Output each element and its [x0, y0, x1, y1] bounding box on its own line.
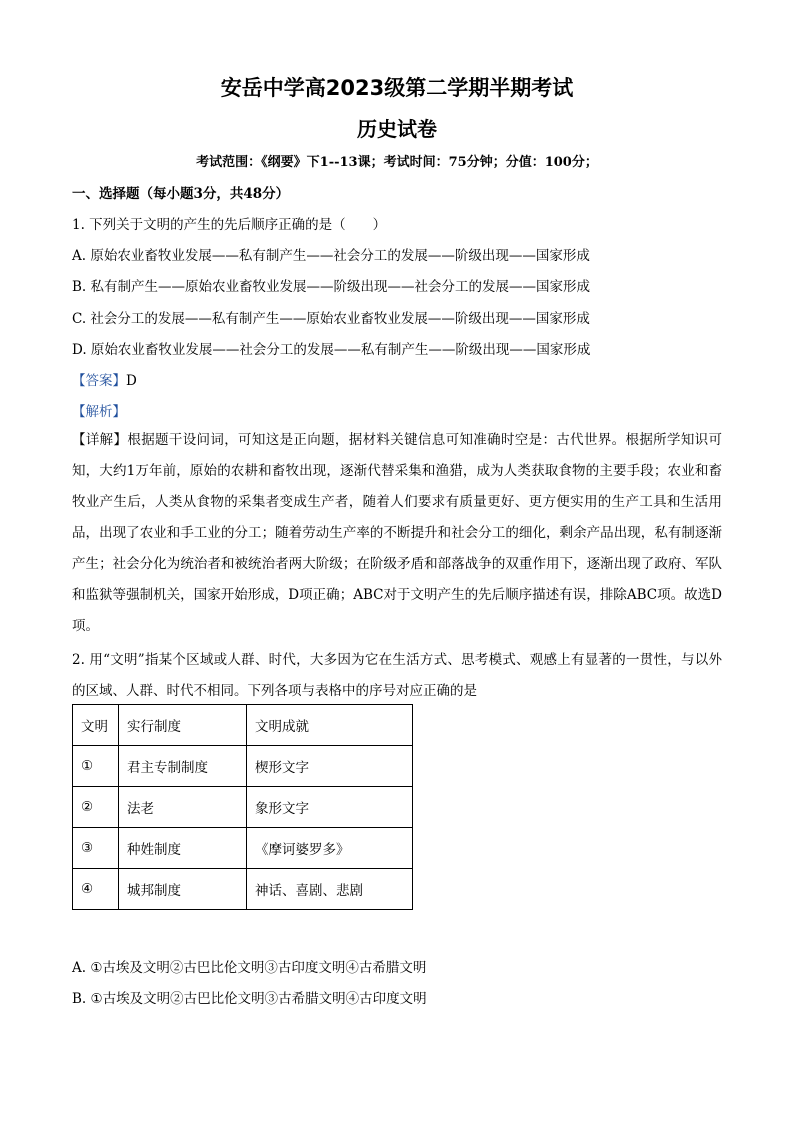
table-header-cell: 实行制度 — [119, 705, 247, 746]
q1-option-c: C. 社会分工的发展——私有制产生——原始农业畜牧业发展——阶级出现——国家形成 — [72, 311, 590, 327]
table-row — [73, 746, 413, 787]
table-header-row — [73, 705, 413, 746]
table-cell: 象形文字 — [247, 787, 413, 828]
table-cell: 城邦制度 — [119, 869, 247, 910]
q1-option-b: B. 私有制产生——原始农业畜牧业发展——阶级出现——社会分工的发展——国家形成 — [72, 279, 591, 295]
table-row — [73, 869, 413, 910]
answer-value: D — [126, 373, 137, 389]
table-cell: ④ — [73, 869, 119, 910]
q2-option-a: A. ①古埃及文明②古巴比伦文明③古印度文明④古希腊文明 — [72, 960, 427, 976]
q2-table — [72, 704, 413, 910]
exam-subtitle: 历史试卷 — [357, 117, 437, 141]
q1-option-a: A. 原始农业畜牧业发展——私有制产生——社会分工的发展——阶级出现——国家形成 — [72, 248, 590, 264]
q1-answer-line — [72, 369, 137, 389]
exam-title: 安岳中学高2023级第二学期半期考试 — [220, 76, 574, 100]
table-cell: 神话、喜剧、悲剧 — [247, 869, 413, 910]
q1-option-d: D. 原始农业畜牧业发展——社会分工的发展——私有制产生——阶级出现——国家形成 — [72, 342, 591, 358]
table-cell: 君主专制制度 — [119, 746, 247, 787]
table-cell: ① — [73, 746, 119, 787]
table-row — [73, 787, 413, 828]
table-header-cell: 文明成就 — [247, 705, 413, 746]
q2-stem: 2. 用“文明”指某个区域或人群、时代，大多因为它在生活方式、思考模式、观感上有显著的一贯性，与以外的区域、人群、时代不相同。下列各项与表格中的序号对应正确的是 — [72, 652, 722, 699]
answer-label: 【答案】 — [72, 373, 126, 389]
q2-option-b: B. ①古埃及文明②古巴比伦文明③古希腊文明④古印度文明 — [72, 991, 427, 1007]
exam-scope: 考试范围：《纲要》下1--13课；考试时间：75分钟；分值：100分； — [196, 155, 598, 170]
table-cell: 法老 — [119, 787, 247, 828]
table-cell: ② — [73, 787, 119, 828]
table-row — [73, 828, 413, 869]
q1-stem: 1. 下列关于文明的产生的先后顺序正确的是（ ） — [72, 217, 387, 233]
analysis-label: 【解析】 — [72, 404, 126, 420]
table-header-cell: 文明 — [73, 705, 119, 746]
detail-text: 根据题干设问词，可知这是正向题，据材料关键信息可知准确时空是：古代世界。根据所学知识可知，大约1万年前，原始的农耕和畜牧出现，逐渐代替采集和渔猎，成为人类获取食物的主要手段；农业和畜牧业产生后，人类从食物的采集者变成生产者，随着人们要求有质量更好、更方便实用的生产工具和生活用品，出现了农业和手工业的分工；随着劳动生产率的不断提升和社会分工的细化，剩余产品出现，私有制逐渐产生；社会分化为统治者和被统治者两大阶级；在阶级矛盾和部落战争的双重作用下，逐渐出现了政府、军队和监狱等强制机关，国家开始形成，D项正确；ABC对于文明产生的先后顺序描述有误，排除ABC项。故选D项。 — [72, 432, 723, 634]
section-heading: 一、选择题（每小题3分，共48分） — [72, 186, 290, 202]
table-cell: 种姓制度 — [119, 828, 247, 869]
table-cell: ③ — [73, 828, 119, 869]
detail-label: 【详解】 — [72, 432, 128, 448]
q1-detail-paragraph — [72, 425, 722, 642]
table-cell: 《摩诃婆罗多》 — [247, 828, 413, 869]
table-cell: 楔形文字 — [247, 746, 413, 787]
